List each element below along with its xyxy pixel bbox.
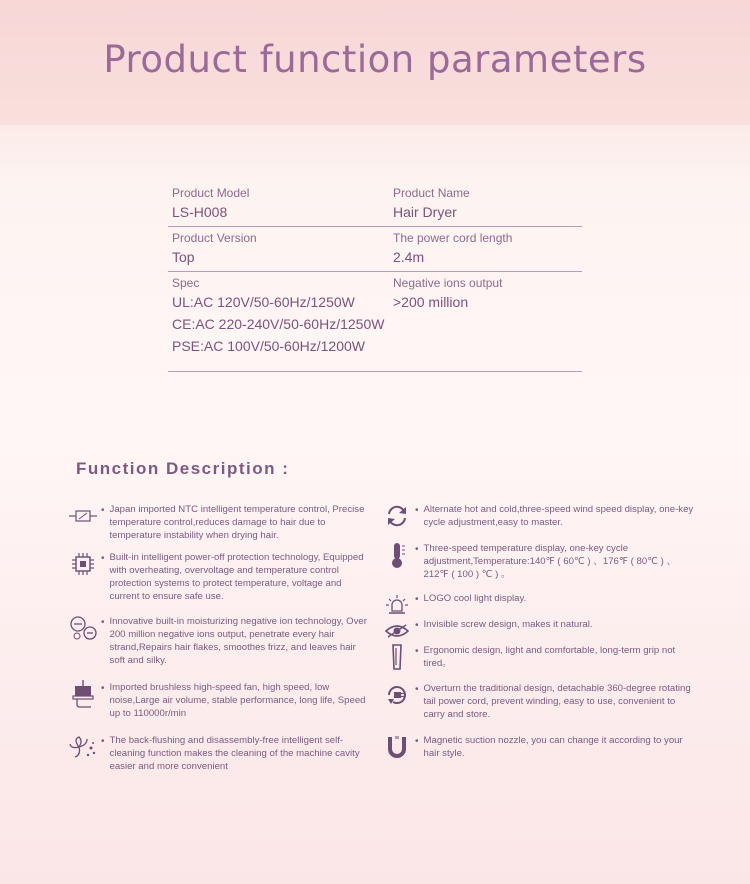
feature-protection: • Built-in intelligent power-off protection technology, Equipped with overheating, overvoltage and temperature control protection systems to protect temperature, voltage and current to ensure safe use. <box>68 551 372 603</box>
feature-hot-cold: • Alternate hot and cold,three-speed wind speed display, one-key cycle adjustment,easy to master. <box>382 503 694 529</box>
function-description-heading: Function Description : <box>76 459 290 478</box>
feature-temperature: • Three-speed temperature display, one-key cycle adjustment,Temperature:140℉ ( 60℃ ) 、176℉ ( 80℃ ) 、212℉ ( 100 ) ℃ ) 。 <box>382 542 694 581</box>
product-model-label: Product Model <box>172 186 250 200</box>
feature-invisible-screw: • Invisible screw design, makes it natural. <box>382 618 694 644</box>
feature-logo-light: • LOGO cool light display. <box>382 592 694 618</box>
thermometer-icon <box>382 542 412 568</box>
ntc-sensor-icon <box>68 503 98 529</box>
feature-hot-cold-text: Alternate hot and cold,three-speed wind speed display, one-key cycle adjustment,easy to master. <box>423 504 694 528</box>
cord-length-value: 2.4m <box>393 249 425 265</box>
feature-temperature-text: Three-speed temperature display, one-key cycle adjustment,Temperature:140℉ ( 60℃ ) 、176℉ ( 80℃ ) 、212℉ ( 100 ) ℃ ) 。 <box>423 543 677 580</box>
feature-negative-ion: • Innovative built-in moisturizing negative ion technology, Over 200 million negative ions output, penetrate every hair strand,Repairs hair flakes, smoothes frizz, and leaves hair soft and silky. <box>68 615 372 667</box>
spec-line-ce: CE:AC 220-240V/50-60Hz/1250W <box>172 316 385 332</box>
feature-rotating-cord-text: Overturn the traditional design, detachable 360-degree rotating tail power cord, prevent winding, easy to use, convenient to carry and store. <box>423 683 691 720</box>
params-row-model <box>168 182 582 227</box>
feature-ntc: • Japan imported NTC intelligent temperature control, Precise temperature control,reduces damage to hair due to temperature instability when drying hair. <box>68 503 372 542</box>
params-table <box>168 182 582 372</box>
eye-icon <box>382 618 412 644</box>
page-title: Product function parameters <box>103 38 647 81</box>
feature-rotating-cord: • Overturn the traditional design, detachable 360-degree rotating tail power cord, prevent winding, easy to use, convenient to carry and store. <box>382 682 694 721</box>
spec-label: Spec <box>172 276 200 290</box>
motor-icon <box>68 681 98 707</box>
light-icon <box>382 592 412 618</box>
feature-protection-text: Built-in intelligent power-off protection technology, Equipped with overheating, overvoltage and temperature control protection systems to protect temperature, voltage and current to ensure safe use. <box>109 552 364 602</box>
feature-motor: • Imported brushless high-speed fan, high speed, low noise,Large air volume, stable performance, long life, Speed up to 110000r/min <box>68 681 372 720</box>
feature-self-clean-text: The back-flushing and disassembly-free intelligent self-cleaning function makes the cleaning of the machine cavity easier and more convenient <box>109 735 360 772</box>
product-version-label: Product Version <box>172 231 257 245</box>
neg-ions-value: >200 million <box>393 294 469 310</box>
feature-invisible-screw-text: Invisible screw design, makes it natural. <box>423 619 593 630</box>
product-version-value: Top <box>172 249 195 265</box>
feature-ntc-text: Japan imported NTC intelligent temperature control, Precise temperature control,reduces damage to hair due to temperature instability when drying hair. <box>109 504 365 541</box>
feature-logo-light-text: LOGO cool light display. <box>423 593 527 604</box>
cycle-arrows-icon <box>382 503 412 529</box>
feature-negative-ion-text: Innovative built-in moisturizing negative ion technology, Over 200 million negative ions output, penetrate every hair strand,Repairs hair flakes, smoothes frizz, and leaves hair soft and silky. <box>109 616 367 666</box>
neg-ions-label: Negative ions output <box>393 276 503 290</box>
magnet-icon <box>382 734 412 760</box>
product-name-value: Hair Dryer <box>393 204 457 220</box>
feature-magnetic-nozzle: • Magnetic suction nozzle, you can change it according to your hair style. <box>382 734 694 760</box>
self-clean-icon <box>68 734 98 760</box>
cord-length-label: The power cord length <box>393 231 513 245</box>
params-row-version <box>168 227 582 272</box>
params-row-spec <box>168 272 582 372</box>
feature-ergonomic: • Ergonomic design, light and comfortable, long-term grip not tired。 <box>382 644 694 670</box>
negative-ion-icon <box>68 615 98 641</box>
feature-self-clean: • The back-flushing and disassembly-free intelligent self-cleaning function makes the cleaning of the machine cavity easier and more convenient <box>68 734 372 773</box>
feature-ergonomic-text: Ergonomic design, light and comfortable, long-term grip not tired。 <box>423 645 676 669</box>
product-model-value: LS-H008 <box>172 204 228 220</box>
spec-line-pse: PSE:AC 100V/50-60Hz/1200W <box>172 338 365 354</box>
chip-icon <box>68 551 98 577</box>
feature-motor-text: Imported brushless high-speed fan, high speed, low noise,Large air volume, stable performance, long life, Speed up to 110000r/min <box>109 682 366 719</box>
rotate-plug-icon <box>382 682 412 708</box>
product-name-label: Product Name <box>393 186 470 200</box>
grip-icon <box>382 644 412 670</box>
spec-line-ul: UL:AC 120V/50-60Hz/1250W <box>172 294 355 310</box>
feature-magnetic-nozzle-text: Magnetic suction nozzle, you can change it according to your hair style. <box>423 735 683 759</box>
